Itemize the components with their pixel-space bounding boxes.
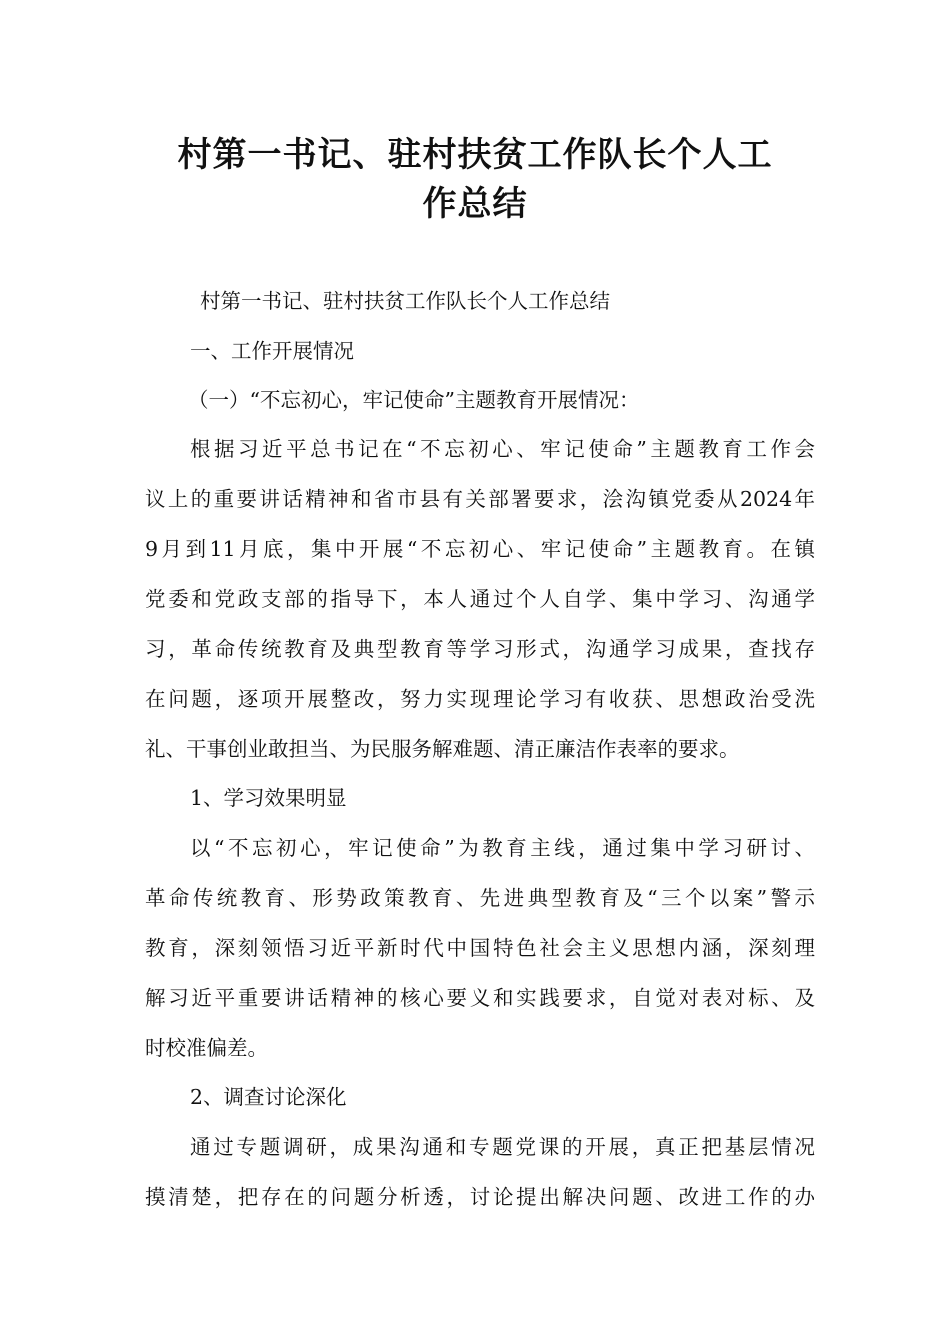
item-heading-1: 1、学习效果明显 [190,786,347,810]
paragraph-1-line-4: 党委和党政支部的指导下，本人通过个人自学、集中学习、沟通学 [145,587,815,611]
body-line-repeat-title: 村第一书记、驻村扶贫工作队长个人工作总结 [200,289,610,313]
paragraph-2-line-5: 时校准偏差。 [145,1036,268,1060]
paragraph-3-line-1: 通过专题调研，成果沟通和专题党课的开展，真正把基层情况 [190,1135,815,1159]
paragraph-1-line-3: 9月到11月底，集中开展“不忘初心、牢记使命”主题教育。在镇 [145,537,815,561]
paragraph-2-line-3: 教育，深刻领悟习近平新时代中国特色社会主义思想内涵，深刻理 [145,936,815,960]
paragraph-3-line-2: 摸清楚，把存在的问题分析透，讨论提出解决问题、改进工作的办 [145,1185,815,1209]
paragraph-1-line-6: 在问题，逐项开展整改，努力实现理论学习有收获、思想政治受洗 [145,687,815,711]
item-heading-2: 2、调查讨论深化 [190,1085,347,1109]
section-heading-1: 一、工作开展情况 [190,339,354,363]
paragraph-1-line-2: 议上的重要讲话精神和省市县有关部署要求，浍沟镇党委从2024年 [145,487,815,511]
paragraph-1-line-7: 礼、干事创业敢担当、为民服务解难题、清正廉洁作表率的要求。 [145,737,740,761]
paragraph-1-line-1: 根据习近平总书记在“不忘初心、牢记使命”主题教育工作会 [190,437,815,461]
document-title-line-1: 村第一书记、驻村扶贫工作队长个人工 [177,135,773,175]
paragraph-1-line-5: 习，革命传统教育及典型教育等学习形式，沟通学习成果，查找存 [145,637,815,661]
document-title-line-2: 作总结 [422,184,528,224]
paragraph-2-line-2: 革命传统教育、形势政策教育、先进典型教育及“三个以案”警示 [145,886,815,910]
subsection-heading-1: （一）“不忘初心，牢记使命”主题教育开展情况： [188,388,640,412]
paragraph-2-line-4: 解习近平重要讲话精神的核心要义和实践要求，自觉对表对标、及 [145,986,815,1010]
paragraph-2-line-1: 以“不忘初心，牢记使命”为教育主线，通过集中学习研讨、 [190,836,815,860]
